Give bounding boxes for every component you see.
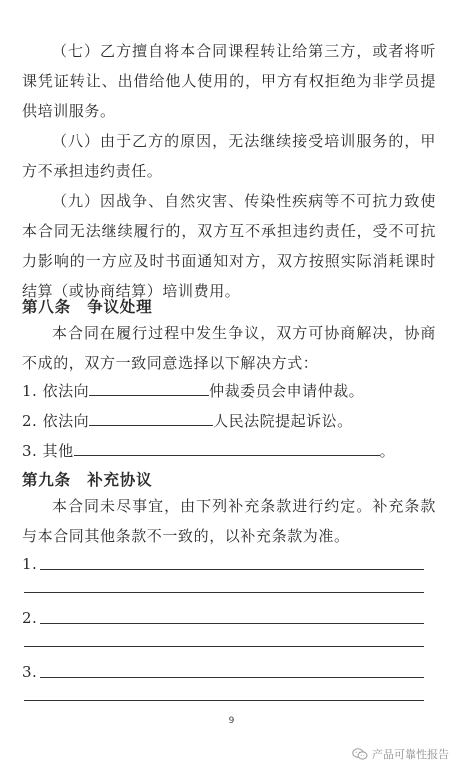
wechat-icon xyxy=(352,748,368,760)
option-2-suffix: 人民法院提起诉讼。 xyxy=(213,412,353,430)
supplement-line-3b[interactable] xyxy=(24,700,424,701)
supplement-item-3-label: 3. xyxy=(22,663,38,681)
other-method-blank[interactable] xyxy=(74,440,380,456)
option-3-prefix: 3. 其他 xyxy=(22,442,74,460)
supplement-item-1-label: 1. xyxy=(22,555,38,573)
dispute-option-2 xyxy=(22,409,353,433)
watermark xyxy=(352,746,449,762)
clause-9: （九）因战争、自然灾害、传染性疾病等不可抗力致使本合同无法继续履行的，双方互不承担违约责任，受不可抗力影响的一方应及时书面通知对方，双方按照实际消耗课时结算（或协商结算）培训费用。 xyxy=(22,192,436,300)
supplement-line-1a[interactable] xyxy=(40,569,424,570)
supplement-line-2a[interactable] xyxy=(40,623,424,624)
option-3-suffix: 。 xyxy=(379,442,396,460)
clause-7: （七）乙方擅自将本合同课程转让给第三方，或者将听课凭证转让、出借给他人使用的，甲方有权拒绝为非学员提供培训服务。 xyxy=(22,42,436,120)
supplement-line-1b[interactable] xyxy=(24,592,424,593)
supplement-line-3a[interactable] xyxy=(40,677,424,678)
article-8-intro: 本合同在履行过程中发生争议，双方可协商解决，协商不成的，双方一致同意选择以下解决方式： xyxy=(22,324,436,372)
dispute-option-1 xyxy=(22,379,364,403)
page-number: 9 xyxy=(228,716,235,726)
supplement-item-2-label: 2. xyxy=(22,609,38,627)
court-blank[interactable] xyxy=(89,410,213,426)
article-9-intro: 本合同未尽事宜，由下列补充条款进行约定。补充条款与本合同其他条款不一致的，以补充条款为准。 xyxy=(22,497,436,545)
option-2-prefix: 2. 依法向 xyxy=(22,412,90,430)
watermark-text: 产品可靠性报告 xyxy=(372,748,449,761)
option-1-suffix: 仲裁委员会申请仲裁。 xyxy=(209,382,365,400)
clause-8: （八）由于乙方的原因，无法继续接受培训服务的，甲方不承担违约责任。 xyxy=(22,132,436,180)
option-1-prefix: 1. 依法向 xyxy=(22,382,90,400)
supplement-line-2b[interactable] xyxy=(24,646,424,647)
arbitration-blank[interactable] xyxy=(89,380,209,396)
dispute-option-3 xyxy=(22,439,395,463)
article-8-heading: 第八条 争议处理 xyxy=(22,298,153,316)
article-9-heading: 第九条 补充协议 xyxy=(22,471,153,489)
